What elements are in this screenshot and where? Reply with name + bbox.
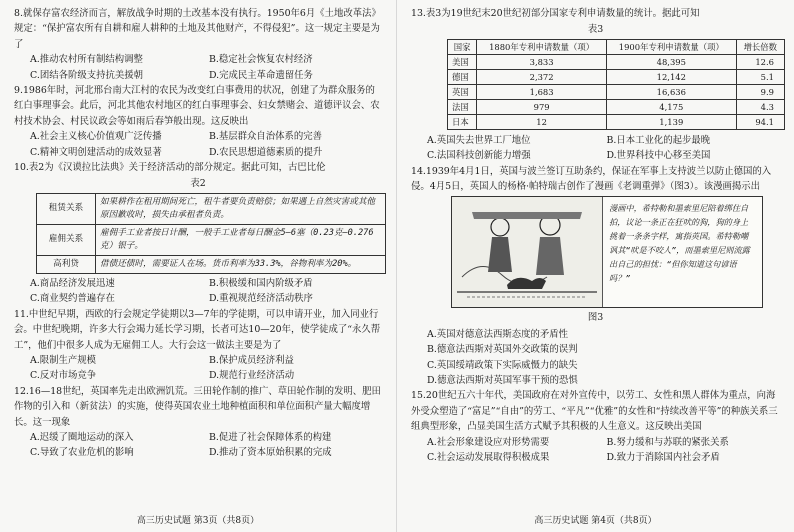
q15-stem: 15.20世纪五六十年代，美国政府在对外宣传中，以劳工、女性和黑人群体为重点，向海外受众塑造了“富足”“自由”的劳工、“平凡”“优雅”的女性和“持续改善平等”的种族关系三组典型形象，凸显美国生活方式赋予其积极的人生意义。这反映出美国 (411, 390, 778, 433)
table-row (37, 224, 386, 255)
q12-option-d[interactable]: D.推动了资本原始积累的完成 (209, 447, 332, 459)
q9-option-c[interactable]: C.精神文明创建活动的成效显著 (30, 146, 162, 158)
table2-row-content: 雇佣手工业者按日计酬，一般手工业者每日酬金5—6塞（0.23克—0.276克）银子。 (96, 224, 386, 255)
table3-caption: 表3 (587, 24, 604, 36)
q8-option-b[interactable]: B.稳定社会恢复农村经济 (209, 54, 313, 66)
page-footer: 高三历史试题 第3页（共8页） (136, 515, 260, 526)
q14-option-d[interactable]: D.德意法西斯对英国军事干预的恐惧 (427, 375, 578, 387)
table3-cell: 16,636 (606, 84, 736, 99)
q15-options (411, 435, 780, 466)
table3-cell: 法国 (448, 99, 477, 114)
q12-stem: 12.16—18世纪，英国率先走出欧洲饥荒。三田轮作制的推广、草田轮作制的发明、肥田作物的引入和（新贫法）的实施，使得英国农业土地种植面积和单位面积产量大幅度增长。这一现象 (14, 385, 381, 428)
table2 (36, 193, 386, 274)
table3-cell: 12.6 (736, 54, 784, 69)
q12-option-c[interactable]: C.导致了农业危机的影响 (30, 447, 134, 459)
table3-cell: 3,833 (477, 54, 607, 69)
figure3-caption: 图3 (587, 312, 604, 324)
q13-option-c[interactable]: C.法国科技创新能力增强 (427, 150, 531, 162)
table-row (37, 255, 386, 273)
table3-header: 1880年专利申请数量（项） (477, 39, 607, 54)
table3-header: 1900年专利申请数量（项） (606, 39, 736, 54)
q12-option-a[interactable]: A.迟缓了圈地运动的深入 (30, 431, 134, 443)
q11-option-a[interactable]: A.限制生产规模 (30, 354, 97, 366)
q9-stem: 9.1986年时，河北邢台南大江村的农民为改变红白事费用的状况，创建了为群众服务的红白事理事会。此后，河北其他农村地区的红白事理事会、妇女禁赌会、道德评议会、农村技术协会、村民议政会等如雨后春笋般出现。这反映出 (14, 85, 380, 127)
q12-option-b[interactable]: B.促进了社会保障体系的构建 (209, 431, 332, 443)
q10-option-a[interactable]: A.商品经济发展迅速 (30, 277, 115, 289)
q8-stem: 8.就保存富农经济而言，解放战争时期的土改基本没有执行。1950年6月《土地改革法》规定：“保护富农所有自耕和雇人耕种的土地及其他财产，不得侵犯”。这一规定主要是为了 (14, 8, 381, 50)
q14-option-a[interactable]: A.英国对德意法西斯态度的矛盾性 (427, 328, 569, 340)
q15-option-d[interactable]: D.致力于消除国内社会矛盾 (606, 452, 720, 464)
q13-option-d[interactable]: D.世界科技中心移至美国 (606, 150, 711, 162)
q14-stem: 14.1939年4月1日，英国与波兰签订互助条约，保证在军事上支持波兰以防止德国的入侵。4月5日，英国人的杨格·帕特瑞古创作了漫画《老调重弹》（图3）。该漫画揭示出 (411, 165, 772, 193)
table3-cell: 英国 (448, 84, 477, 99)
table3-cell: 1,683 (477, 84, 607, 99)
q14-options (411, 327, 780, 389)
table3-cell: 5.1 (736, 69, 784, 84)
cartoon-description: 漫画中，希特勒和墨索里尼陪着绑住自拍，议论一条正在狂吠的狗，狗的身上挑着一条条字样，寓指英国。希特勒嘲讽其“吠是不咬人”，而墨索里尼则流露出自己的担忧：“但你知道这句谚语吗？” (609, 203, 750, 284)
table2-row-content: 如果耕作在租用期间死亡，租牛者要负责赔偿；如果遇上自然灾害或其他原因歉收时，损失由承租者负责。 (96, 193, 386, 224)
q9-option-a[interactable]: A.社会主义核心价值观广泛传播 (30, 131, 162, 143)
table3-cell: 48,395 (606, 54, 736, 69)
q11-option-d[interactable]: D.规范行业经济活动 (209, 370, 295, 382)
table3-cell: 4,175 (606, 99, 736, 114)
table3-cell: 12,142 (606, 69, 736, 84)
q14-option-b[interactable]: B.德意法西斯对英国外交政策的误判 (427, 344, 578, 356)
q13-stem: 13.表3为19世纪末20世纪初部分国家专利申请数量的统计。据此可知 (411, 8, 700, 19)
q11-option-b[interactable]: B.保护成员经济利益 (209, 354, 294, 366)
q10-option-c[interactable]: C.商业契约普遍存在 (30, 293, 115, 305)
q10-option-b[interactable]: B.积极缓和国内阶级矛盾 (209, 277, 313, 289)
table3-header-row (448, 39, 785, 54)
q14-option-c[interactable]: C.英国绥靖政策下实际威慑力的缺失 (427, 359, 578, 371)
q8-option-c[interactable]: C.团结各阶级支持抗美援朝 (30, 69, 143, 81)
table3-cell: 94.1 (736, 114, 784, 129)
q10-options (14, 276, 382, 307)
table3-cell: 4.3 (736, 99, 784, 114)
page-footer: 高三历史试题 第4页（共8页） (534, 515, 657, 526)
table3-cell: 9.9 (736, 84, 784, 99)
table-row (448, 54, 785, 69)
table-row (448, 114, 785, 129)
q12-options (14, 430, 382, 461)
table2-row-content: 借债还债时，需要证人在场。货币利率为33.3%，谷物利率为20%。 (96, 255, 386, 273)
q8-option-d[interactable]: D.完成民主革命遗留任务 (209, 69, 313, 81)
table2-row-head: 雇佣关系 (37, 224, 96, 255)
q10-stem: 10.表2为《汉谟拉比法典》关于经济活动的部分规定。据此可知，古巴比伦 (14, 162, 326, 174)
q13-option-a[interactable]: A.英国失去世界工厂地位 (427, 134, 531, 146)
q8-option-a[interactable]: A.推动农村所有制结构调整 (30, 54, 143, 66)
table3 (447, 39, 785, 130)
q9-options (14, 129, 382, 160)
figure3-cartoon (451, 196, 763, 308)
q15-option-a[interactable]: A.社会形象建设应对形势需要 (427, 436, 550, 448)
table2-row-head: 高利贷 (37, 255, 96, 273)
table3-cell: 德国 (448, 69, 477, 84)
table-row (448, 69, 785, 84)
table3-cell: 979 (477, 99, 607, 114)
table3-header: 增长倍数 (736, 39, 784, 54)
q15-option-c[interactable]: C.社会运动发展取得积极成果 (427, 452, 550, 464)
table3-header: 国家 (448, 39, 477, 54)
q8-options (14, 52, 382, 83)
q13-option-b[interactable]: B.日本工业化的起步最晚 (606, 134, 711, 146)
q11-stem: 11.中世纪早期，西欧的行会规定学徒期以3—7年的学徒期，可以申请开业，加入同业行会。中世纪晚期，许多大行会竭力延长学习期，长者可达10—20年，使学徒成了“永久帮工”，他们中很多人成为无雇佣工人。大行会这一做法主要是为了 (14, 308, 381, 351)
q9-option-d[interactable]: D.农民思想道德素质的提升 (209, 146, 323, 158)
table2-caption: 表2 (190, 178, 206, 190)
q11-options (14, 353, 382, 384)
cartoon-illustration (452, 197, 603, 307)
q9-option-b[interactable]: B.基层群众自治体系的完善 (209, 131, 322, 143)
table-row (448, 84, 785, 99)
q15-option-b[interactable]: B.努力缓和与苏联的紧张关系 (606, 436, 729, 448)
table-row (37, 193, 386, 224)
table3-cell: 2,372 (477, 69, 607, 84)
table-row (448, 99, 785, 114)
table3-cell: 12 (477, 114, 607, 129)
table3-cell: 1,139 (606, 114, 736, 129)
table3-cell: 美国 (448, 54, 477, 69)
q10-option-d[interactable]: D.重视规范经济活动秩序 (209, 293, 313, 305)
q11-option-c[interactable]: C.反对市场竞争 (30, 370, 97, 382)
table2-row-head: 租赁关系 (37, 193, 96, 224)
page-4 (397, 0, 794, 532)
q13-options (411, 133, 780, 164)
table3-cell: 日本 (448, 114, 477, 129)
